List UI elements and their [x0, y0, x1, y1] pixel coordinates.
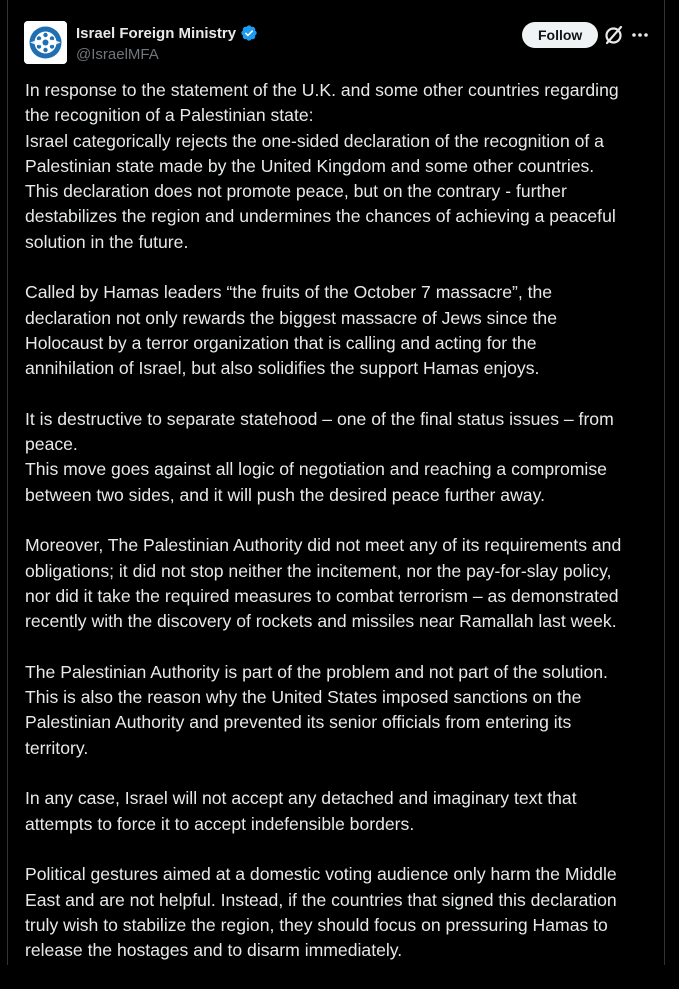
tweet-line: The Palestinian Authority is part of the problem and not part of the solution. — [25, 661, 608, 682]
verified-badge-icon[interactable] — [240, 24, 258, 42]
tweet-line: recently with the discovery of rockets and missiles near Ramallah last week. — [25, 611, 617, 632]
tweet-line: obligations; it did not stop neither the incitement, nor the pay-for-slay policy, — [25, 560, 612, 581]
tweet-paragraph — [25, 660, 661, 761]
tweet-header — [24, 21, 652, 65]
tweet-line: This move goes against all logic of negotiation and reaching a compromise — [25, 459, 607, 480]
tweet-line: In any case, Israel will not accept any detached and imaginary text that — [25, 788, 577, 809]
tweet-line: attempts to force it to accept indefensible borders. — [25, 813, 415, 834]
display-name[interactable]: Israel Foreign Ministry — [76, 24, 237, 42]
tweet-paragraph — [25, 786, 661, 837]
tweet-paragraph — [25, 78, 661, 255]
tweet-line: destabilizes the region and undermines the chances of achieving a peaceful — [25, 206, 616, 227]
follow-button[interactable]: Follow — [522, 22, 598, 48]
tweet-line: It is destructive to separate statehood – one of the final status issues – from — [25, 408, 614, 429]
tweet-line: Palestinian state made by the United Kingdom and some other countries. — [25, 155, 595, 176]
tweet-line: Palestinian Authority and prevented its senior officials from entering its — [25, 712, 572, 733]
tweet-line: between two sides, and it will push the desired peace further away. — [25, 484, 545, 505]
tweet-paragraph — [25, 533, 661, 634]
more-options-icon[interactable] — [630, 25, 650, 45]
tweet-line: release the hostages and to disarm immediately. — [25, 940, 403, 961]
tweet-text — [25, 78, 661, 989]
tweet-line: This is also the reason why the United States imposed sanctions on the — [25, 687, 582, 708]
tweet-paragraph — [25, 407, 661, 508]
tweet-line: the recognition of a Palestinian state: — [25, 105, 314, 126]
grok-icon[interactable] — [602, 23, 626, 47]
account-info — [76, 23, 258, 63]
account-handle[interactable]: @IsraelMFA — [76, 46, 159, 63]
tweet-line: Moreover, The Palestinian Authority did not meet any of its requirements and — [25, 535, 622, 556]
tweet-line: In response to the statement of the U.K. and some other countries regarding — [25, 80, 619, 100]
tweet-line: territory. — [25, 737, 89, 758]
tweet-line: East and are not helpful. Instead, if the countries that signed this declaration — [25, 889, 617, 910]
tweet-paragraph — [25, 862, 661, 963]
tweet-line: Called by Hamas leaders “the fruits of the October 7 massacre”, the — [25, 282, 553, 303]
tweet-card — [7, 0, 665, 965]
emblem-logo-icon — [24, 21, 67, 64]
tweet-line: truly wish to stabilize the region, they should focus on pressuring Hamas to — [25, 914, 608, 935]
tweet-paragraph — [25, 280, 661, 381]
tweet-line: annihilation of Israel, but also solidifies the support Hamas enjoys. — [25, 358, 540, 379]
tweet-line: solution in the future. — [25, 231, 189, 252]
tweet-line: Holocaust by a terror organization that is calling and acting for the — [25, 332, 537, 353]
tweet-line: declaration not only rewards the biggest massacre of Jews since the — [25, 307, 557, 328]
tweet-line: Political gestures aimed at a domestic voting audience only harm the Middle — [25, 864, 617, 885]
tweet-line: Israel categorically rejects the one-sided declaration of the recognition of a — [25, 130, 604, 151]
tweet-line: nor did it take the required measures to combat terrorism – as demonstrated — [25, 585, 619, 606]
tweet-line: This declaration does not promote peace, but on the contrary - further — [25, 181, 567, 202]
avatar[interactable] — [24, 21, 67, 64]
tweet-line: peace. — [25, 434, 78, 455]
